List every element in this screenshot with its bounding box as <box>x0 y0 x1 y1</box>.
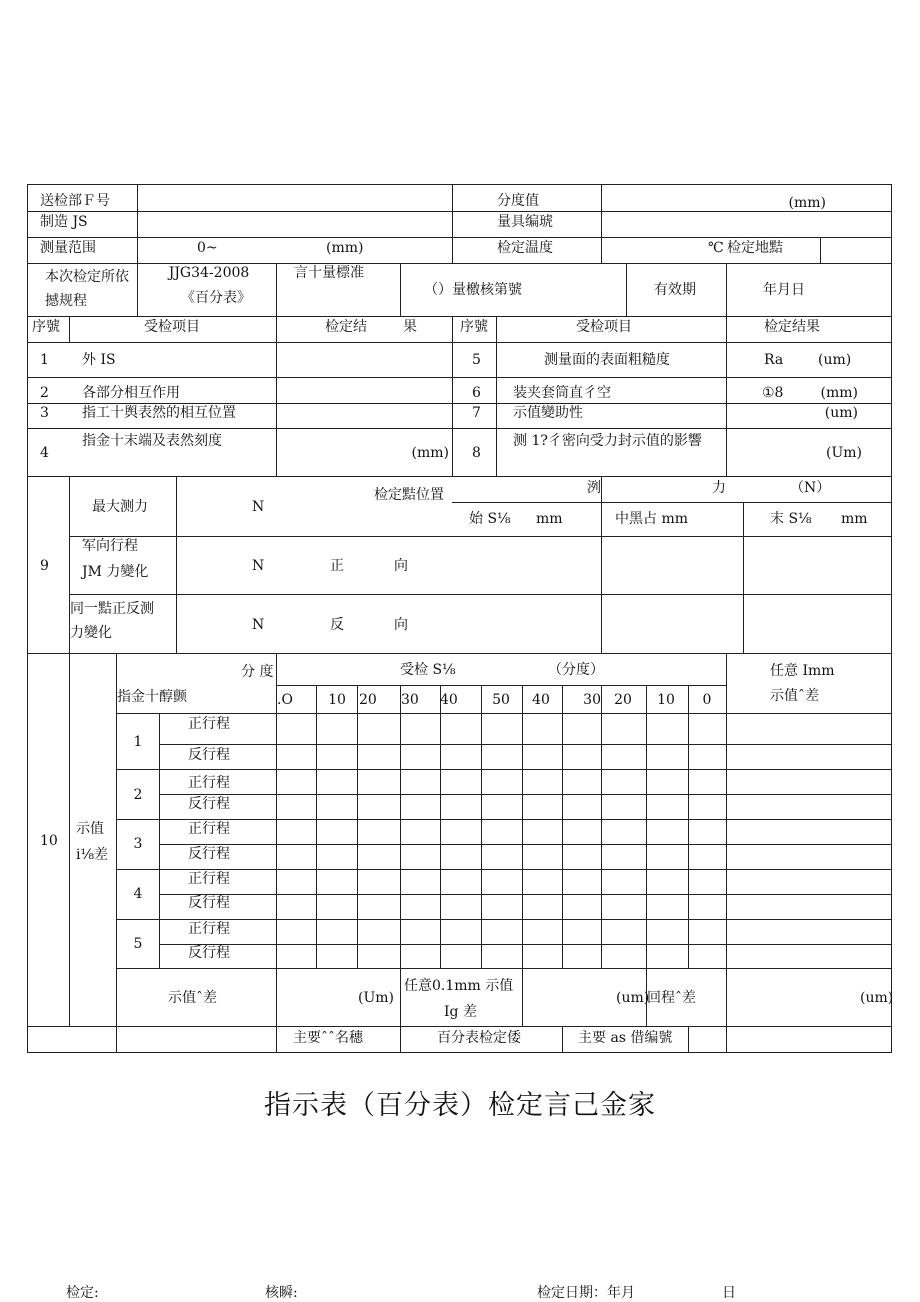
same-point-label-2: 力變化 <box>70 625 112 641</box>
item-7-label: 示值變助性 <box>513 405 583 421</box>
item-8-no: 8 <box>472 445 481 461</box>
any-01mm-label: 任意0.1mm 示值 <box>404 978 514 994</box>
item-8-label: 测 1?彳密向受力封示值的影響 <box>513 433 702 449</box>
table-rule <box>820 237 821 264</box>
start-point-label: 始 S⅛ <box>469 511 511 527</box>
division-column: 10 <box>328 692 346 708</box>
table-rule <box>400 263 401 317</box>
table-rule <box>116 819 892 820</box>
item-5-label: 测量面的表面粗糙度 <box>544 352 670 368</box>
table-rule <box>522 968 523 1027</box>
return-error-unit: (um) <box>860 990 894 1006</box>
turn-number: 2 <box>133 787 143 803</box>
turn-number: 5 <box>133 936 143 952</box>
table-rule <box>276 263 277 317</box>
seq-header-2: 序號 <box>460 319 488 335</box>
division-column: 40 <box>440 692 458 708</box>
regulation-name: 《百分表》 <box>181 290 251 306</box>
table-rule <box>688 685 689 969</box>
table-rule <box>452 184 453 264</box>
any-01mm-label-2: Ig 差 <box>444 1004 477 1020</box>
turn-number: 1 <box>133 734 143 750</box>
item-header: 受检项目 <box>144 319 200 335</box>
validity-date: 年月日 <box>763 282 805 298</box>
item-4-unit: (mm) <box>411 445 449 461</box>
forward-stroke-label: 正行程 <box>188 716 230 732</box>
item-7-unit: (um) <box>824 405 858 421</box>
temperature-label: 检定温度 <box>497 240 553 256</box>
travel-label-2: JM 力變化 <box>82 564 149 580</box>
item-6-no: 6 <box>472 385 481 401</box>
force-label: 力 <box>712 480 726 496</box>
reverse-stroke-label: 反行程 <box>188 747 230 763</box>
footer-verifier: 检定: <box>66 1285 99 1301</box>
footer-checker: 核瞬: <box>265 1285 298 1301</box>
indication-error-unit: (Um) <box>358 990 394 1006</box>
end-point-label: 末 S⅛ <box>770 511 812 527</box>
table-rule <box>116 919 892 920</box>
item-5-unit: (um) <box>818 352 852 368</box>
footer-day: 日 <box>722 1285 736 1301</box>
item-8-unit: (Um) <box>826 445 862 461</box>
division-column: 30 <box>583 692 601 708</box>
forward-direction: 向 <box>394 558 408 574</box>
division-column: .O <box>277 692 293 708</box>
division-column: 0 <box>702 692 712 708</box>
any-1mm-label: 任意 Imm <box>770 663 835 679</box>
start-point-unit: mm <box>536 511 563 527</box>
forward-stroke-label: 正行程 <box>188 821 230 837</box>
table-rule <box>159 894 892 895</box>
division-column: 50 <box>492 692 510 708</box>
item-1-no: 1 <box>40 352 49 368</box>
travel-force-unit: N <box>252 558 265 574</box>
item-5-no: 5 <box>472 352 481 368</box>
middle-point-label: 中黑占 mm <box>615 511 689 527</box>
division-column: 40 <box>532 692 550 708</box>
reverse-stroke-label: 反行程 <box>188 895 230 911</box>
table-rule <box>601 184 602 264</box>
regulation-label: 本次检定所依 <box>45 269 129 285</box>
result-header: 检定结 <box>325 319 367 335</box>
table-rule <box>27 184 892 185</box>
regulation-label-2: 撼规程 <box>45 293 87 309</box>
equipment-name-label: 主要ˆˆ名穗 <box>293 1030 363 1046</box>
range-unit: (mm) <box>326 240 364 256</box>
table-rule <box>400 968 401 1053</box>
table-rule <box>27 377 892 378</box>
table-rule <box>176 476 177 654</box>
division-paren: （分度） <box>548 662 604 678</box>
return-error-label: 回程ˆ差 <box>647 990 696 1006</box>
reverse-stroke-label: 反行程 <box>188 846 230 862</box>
table-rule <box>159 844 892 845</box>
table-rule <box>27 184 28 1053</box>
indication-error-label: 示值ˆ差 <box>168 990 217 1006</box>
table-rule <box>69 316 70 343</box>
table-rule <box>69 594 892 595</box>
table-rule <box>27 476 892 477</box>
regulation-code: JJG34-2008 <box>168 265 250 281</box>
table-rule <box>562 1026 563 1053</box>
table-rule <box>496 316 497 477</box>
table-rule <box>159 944 892 945</box>
reverse-stroke-label: 反行程 <box>188 796 230 812</box>
max-force-unit: N <box>252 499 265 515</box>
table-rule <box>316 685 317 969</box>
result-header-2: 果 <box>403 319 417 335</box>
table-rule <box>400 685 401 969</box>
table-rule <box>27 1026 892 1027</box>
item-5-ra: Ra <box>764 352 784 368</box>
any-1mm-label-2: 示值ˆ差 <box>770 688 819 704</box>
table-rule <box>440 685 441 969</box>
table-rule <box>27 1052 892 1053</box>
division-unit: (mm) <box>788 195 826 211</box>
table-rule <box>27 342 892 343</box>
location-label: 检定地黠 <box>727 240 783 256</box>
travel-label: 军向行程 <box>82 538 138 554</box>
standard-check-no: （）量檄核第號 <box>424 282 522 298</box>
forward-stroke-label: 正行程 <box>188 871 230 887</box>
max-force-label: 最大测力 <box>92 499 148 515</box>
division-column: 20 <box>359 692 377 708</box>
turn-number: 3 <box>133 836 143 852</box>
table-rule <box>646 685 647 969</box>
table-rule <box>27 428 892 429</box>
any-01mm-unit: (um) <box>616 990 650 1006</box>
pointer-turns-label: 指金十醇颤 <box>117 689 187 705</box>
force-unit: （N） <box>790 480 831 496</box>
same-point-label: 同一黠正反测 <box>70 601 154 617</box>
forward-stroke-label: 正行程 <box>188 921 230 937</box>
table-rule <box>562 685 563 969</box>
result-header-3: 检定结果 <box>764 319 820 335</box>
item-4-label: 指金十末端及表然刻度 <box>82 433 222 449</box>
reverse-label: 反 <box>330 617 344 633</box>
reverse-stroke-label: 反行程 <box>188 945 230 961</box>
item-10-no: 10 <box>40 833 58 849</box>
item-2-label: 各部分相互作用 <box>82 385 180 401</box>
table-rule <box>27 237 892 238</box>
table-rule <box>276 316 277 477</box>
item-4-no: 4 <box>40 445 49 461</box>
table-rule <box>27 653 892 654</box>
division-column: 30 <box>401 692 419 708</box>
table-rule <box>159 744 892 745</box>
table-rule <box>69 536 892 537</box>
checked-division-label: 受检 S⅛ <box>400 662 456 678</box>
item-6-unit: (mm) <box>820 385 858 401</box>
table-rule <box>522 685 523 969</box>
item-6-diameter: ①8 <box>762 385 784 401</box>
item-9-no: 9 <box>40 558 49 574</box>
table-rule <box>452 316 453 477</box>
table-rule <box>891 184 892 1053</box>
measure-force-label: 洌 <box>587 480 601 496</box>
document-title: 指示表（百分表）检定言己金家 <box>264 1090 656 1121</box>
division-column: 10 <box>657 692 675 708</box>
division-header: 分 度 <box>241 664 274 680</box>
item-3-no: 3 <box>40 405 49 421</box>
table-rule <box>27 316 892 317</box>
tool-no-label: 量具编琥 <box>497 214 553 230</box>
table-rule <box>116 968 892 969</box>
forward-label: 正 <box>330 558 344 574</box>
manufacturer-label: 制造 JS <box>40 214 88 230</box>
table-rule <box>726 263 727 317</box>
end-point-unit: mm <box>841 511 868 527</box>
reverse-direction: 向 <box>394 617 408 633</box>
footer-date: 检定日期：年月 <box>537 1285 635 1301</box>
equipment-no-label: 主要 as 借编號 <box>578 1030 673 1046</box>
forward-stroke-label: 正行程 <box>188 775 230 791</box>
item-7-no: 7 <box>472 405 481 421</box>
table-rule <box>743 502 744 654</box>
division-column: 20 <box>614 692 632 708</box>
table-rule <box>452 502 892 503</box>
temperature-unit: ℃ <box>708 240 724 256</box>
item-header-2: 受检项目 <box>576 319 632 335</box>
validity-label: 有效期 <box>654 282 696 298</box>
item-2-no: 2 <box>40 385 49 401</box>
range-label: 测量范围 <box>40 240 96 256</box>
standard-label: 言十量標准 <box>294 265 364 281</box>
table-rule <box>137 263 138 317</box>
table-rule <box>276 685 727 686</box>
seq-header: 序號 <box>32 319 60 335</box>
indication-label-2: i⅛差 <box>76 847 109 863</box>
check-position-label: 检定黠位置 <box>374 487 444 503</box>
division-label: 分度值 <box>497 193 539 209</box>
table-rule <box>601 685 602 969</box>
table-rule <box>137 184 138 264</box>
table-rule <box>116 869 892 870</box>
range-value: 0~ <box>197 240 218 256</box>
table-rule <box>116 713 892 714</box>
equipment-device: 百分表检定倭 <box>437 1030 521 1046</box>
table-rule <box>481 685 482 969</box>
table-rule <box>688 1026 689 1053</box>
item-1-label: 外 IS <box>82 352 116 368</box>
item-3-label: 指工十舆表然的相互位置 <box>82 405 236 421</box>
indication-label: 示值 <box>76 821 104 837</box>
item-6-label: 装夹套筒直彳空 <box>513 385 611 401</box>
table-rule <box>116 769 892 770</box>
table-rule <box>357 685 358 969</box>
same-point-unit: N <box>252 617 265 633</box>
sender-label: 送检部Ｆ号 <box>40 193 110 209</box>
turn-number: 4 <box>133 886 143 902</box>
table-rule <box>69 476 70 1027</box>
table-rule <box>626 263 627 317</box>
table-rule <box>159 794 892 795</box>
